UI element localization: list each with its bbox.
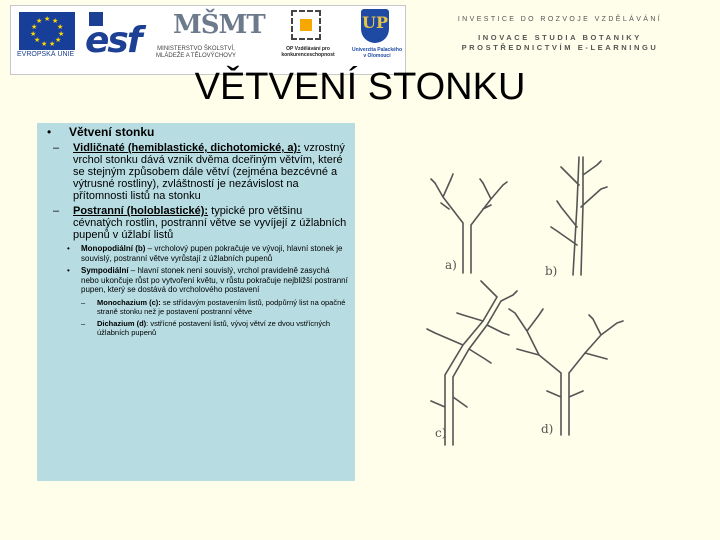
content-box — [37, 123, 355, 481]
list-item — [51, 142, 349, 202]
esf-label: esf — [85, 20, 141, 61]
esf-logo — [83, 10, 139, 64]
figure-label-a: a) — [445, 258, 457, 272]
bullet-icon: • — [67, 244, 70, 253]
definition: se střídavým postavením listů, podpůrný list na opačné straně stonku než je postavení postranní větve — [97, 297, 346, 316]
term: Monochazium (c): — [97, 297, 161, 307]
msmt-mark: MŠMT — [173, 10, 265, 40]
msmt-label: MINISTERSTVO ŠKOLSTVÍ, MLÁDEŽE A TĚLOVÝCHOVY — [156, 46, 236, 59]
term: Dichazium (d) — [97, 318, 147, 328]
op-square-icon — [291, 10, 321, 40]
msmt-logo — [153, 10, 265, 70]
term: Vidličnaté (hemiblastické, dichotomické, a): — [73, 142, 301, 154]
up-mark: UP — [362, 13, 388, 32]
figure-label-c: c) — [435, 426, 447, 440]
section-heading: Větvení stonku — [69, 125, 155, 139]
bullet-list — [43, 126, 349, 337]
term: Sympodiální — [81, 266, 129, 275]
up-label: Univerzita Palackého v Olomouci — [351, 47, 403, 59]
dash-icon: – — [81, 318, 86, 328]
dash-icon: – — [81, 297, 86, 307]
project-header — [410, 16, 710, 53]
figure-label-d: d) — [541, 422, 554, 436]
definition: – hlavní stonek není souvislý, vrchol pravidelně zasychá nebo ukončuje růst po vytvoření květu, v růstu pokračuje nejbližší postranní pupen, který se dostává do vrcholového postavení — [81, 266, 348, 294]
branching-illustration — [405, 145, 705, 455]
definition: vzrostný vrchol stonku dává vznik dvěma dceřiným větvím, které se stejným způsobem dále větví (zejména bezcévné a výtrusné rostliny), zvláštností je nezávislost na přítomnosti listů na stonku — [73, 142, 345, 202]
program-line-1: INOVACE STUDIA BOTANIKY — [478, 33, 642, 42]
dash-icon: – — [53, 205, 60, 217]
list-item — [43, 126, 349, 337]
program-line-2: PROSTŘEDNICTVÍM E-LEARNINGU — [461, 43, 659, 52]
figure-a-dichotomous — [431, 174, 507, 273]
bullet-icon: • — [47, 125, 52, 139]
list-item — [63, 266, 349, 337]
program-title — [410, 33, 710, 53]
figure-c-monochasium — [427, 281, 517, 445]
up-shield-icon — [361, 9, 389, 43]
list-item — [77, 298, 349, 316]
tagline: INVESTICE DO ROZVOJE VZDĚLÁVÁNÍ — [457, 16, 663, 23]
definition: – vrcholový pupen pokračuje ve vývoji, hlavní stonek je souvislý, postranní větve vyrůstají z úžlabních pupenů — [81, 244, 343, 263]
list-item — [63, 244, 349, 263]
list-item — [51, 205, 349, 337]
list-item — [77, 319, 349, 337]
term: Monopodiální (b) — [81, 244, 146, 253]
figure-b-monopodial — [545, 157, 607, 278]
term: Postranní (holoblastické): — [73, 205, 209, 217]
figure-label-b: b) — [545, 264, 558, 278]
definition: typické pro většinu cévnatých rostlin, postranní větve se vyvíjejí z úžlabních pupenů v úžlabí listů — [73, 205, 347, 241]
eu-flag-logo: ★ ★ ★ ★ ★ ★ ★ ★ ★ ★ ★ — [19, 12, 75, 50]
op-label: OP Vzdělávání pro konkurenceschopnost — [281, 46, 335, 58]
slide-title: VĚTVENÍ STONKU — [194, 66, 526, 108]
op-logo — [273, 10, 343, 70]
definition: : vstřícné postavení listů, vývoj větví ze dvou vstřícných úžlabních pupenů — [97, 318, 330, 337]
up-logo — [351, 9, 403, 71]
dash-icon: – — [53, 142, 60, 154]
eu-label: EVROPSKÁ UNIE — [17, 51, 75, 58]
bullet-icon: • — [67, 266, 70, 275]
figure-d-dichasium — [509, 309, 623, 436]
